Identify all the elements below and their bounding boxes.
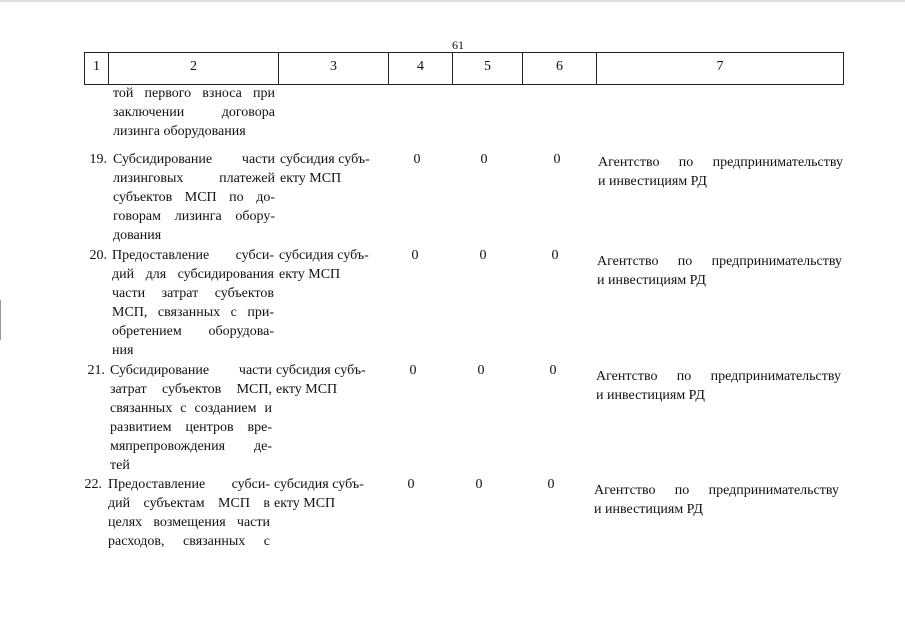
- row-col5-value: 0: [480, 152, 488, 167]
- row-name-line: лизинговых платежей: [113, 171, 275, 186]
- row-col5-value: 0: [477, 363, 485, 378]
- row-name-line: дования: [113, 228, 162, 243]
- row-name: [113, 150, 275, 245]
- row-type-line: субсидия субъ-: [279, 248, 369, 263]
- row-number: 22.: [84, 477, 102, 492]
- row-name-line: Предоставление субси-: [108, 477, 270, 492]
- row-agency-line: и инвестициям РД: [594, 502, 703, 517]
- row-agency-line: Агентство по предпринимательству: [598, 155, 843, 170]
- row-name-line: Предоставление субси-: [112, 248, 274, 263]
- row-col4-value: 0: [411, 248, 419, 263]
- row-name: [112, 246, 274, 360]
- row-col4-value: 0: [413, 152, 421, 167]
- row-agency: [596, 367, 841, 405]
- header-col-1: 1: [85, 53, 109, 84]
- row-name-line: связанных с созданием и: [110, 401, 272, 416]
- row-type: [279, 246, 384, 284]
- row-agency-line: и инвестициям РД: [596, 388, 705, 403]
- scan-left-margin-mark: [0, 300, 1, 340]
- row-type-line: субсидия субъ-: [274, 477, 364, 492]
- continuation-line: лизинга оборудования: [113, 124, 246, 139]
- row-name-line: говорам лизинга обору-: [113, 209, 275, 224]
- row-agency: [598, 153, 843, 191]
- header-col-2: 2: [109, 53, 279, 84]
- row-type: [280, 150, 385, 188]
- row-name-line: Субсидирование части: [113, 152, 275, 167]
- row-name-line: МСП, связанных с при-: [112, 305, 274, 320]
- row-number: 20.: [89, 248, 107, 263]
- row-col6-value: 0: [553, 152, 561, 167]
- row-col5-value: 0: [479, 248, 487, 263]
- row-type-line: субсидия субъ-: [276, 363, 366, 378]
- row-agency-line: Агентство по предпринимательству: [594, 483, 839, 498]
- continuation-line: заключении договора: [113, 105, 275, 120]
- continuation-text: [113, 84, 275, 141]
- row-col6-value: 0: [547, 477, 555, 492]
- row-name-line: Субсидирование части: [110, 363, 272, 378]
- header-col-5: 5: [453, 53, 523, 84]
- row-col6-value: 0: [549, 363, 557, 378]
- header-col-3: 3: [279, 53, 389, 84]
- row-number: 21.: [87, 363, 105, 378]
- row-agency-line: Агентство по предпринимательству: [597, 254, 842, 269]
- row-col6-value: 0: [551, 248, 559, 263]
- row-col5-value: 0: [475, 477, 483, 492]
- row-name-line: обретением оборудова-: [112, 324, 274, 339]
- row-name-line: затрат субъектов МСП,: [110, 382, 272, 397]
- row-name: [110, 361, 272, 475]
- row-agency: [594, 481, 839, 519]
- row-name-line: субъектов МСП по до-: [113, 190, 275, 205]
- row-col4-value: 0: [407, 477, 415, 492]
- row-type-line: екту МСП: [279, 267, 341, 282]
- table-header-row: [84, 52, 844, 85]
- row-type: [274, 475, 379, 513]
- header-col-4: 4: [389, 53, 453, 84]
- row-name-line: части затрат субъектов: [112, 286, 274, 301]
- header-col-6: 6: [523, 53, 597, 84]
- row-agency: [597, 252, 842, 290]
- row-name-line: дий для субсидирования: [112, 267, 274, 282]
- row-type-line: екту МСП: [280, 171, 342, 186]
- row-agency-line: и инвестициям РД: [598, 174, 707, 189]
- row-type-line: субсидия субъ-: [280, 152, 370, 167]
- row-number: 19.: [89, 152, 107, 167]
- row-name-line: ния: [112, 343, 134, 358]
- row-name: [108, 475, 270, 551]
- row-agency-line: Агентство по предпринимательству: [596, 369, 841, 384]
- row-name-line: мяпрепровождения де-: [110, 439, 272, 454]
- page-number: 61: [452, 38, 464, 52]
- row-col4-value: 0: [409, 363, 417, 378]
- continuation-line: той первого взноса при: [113, 86, 275, 101]
- row-name-line: целях возмещения части: [108, 515, 270, 530]
- row-type-line: екту МСП: [276, 382, 338, 397]
- row-name-line: развитием центров вре-: [110, 420, 272, 435]
- row-type: [276, 361, 381, 399]
- header-col-7: 7: [716, 59, 724, 74]
- row-name-line: тей: [110, 458, 130, 473]
- row-name-line: дий субъектам МСП в: [108, 496, 270, 511]
- row-type-line: екту МСП: [274, 496, 336, 511]
- scan-top-edge: [0, 0, 905, 2]
- row-name-line: расходов, связанных с: [108, 534, 270, 549]
- row-agency-line: и инвестициям РД: [597, 273, 706, 288]
